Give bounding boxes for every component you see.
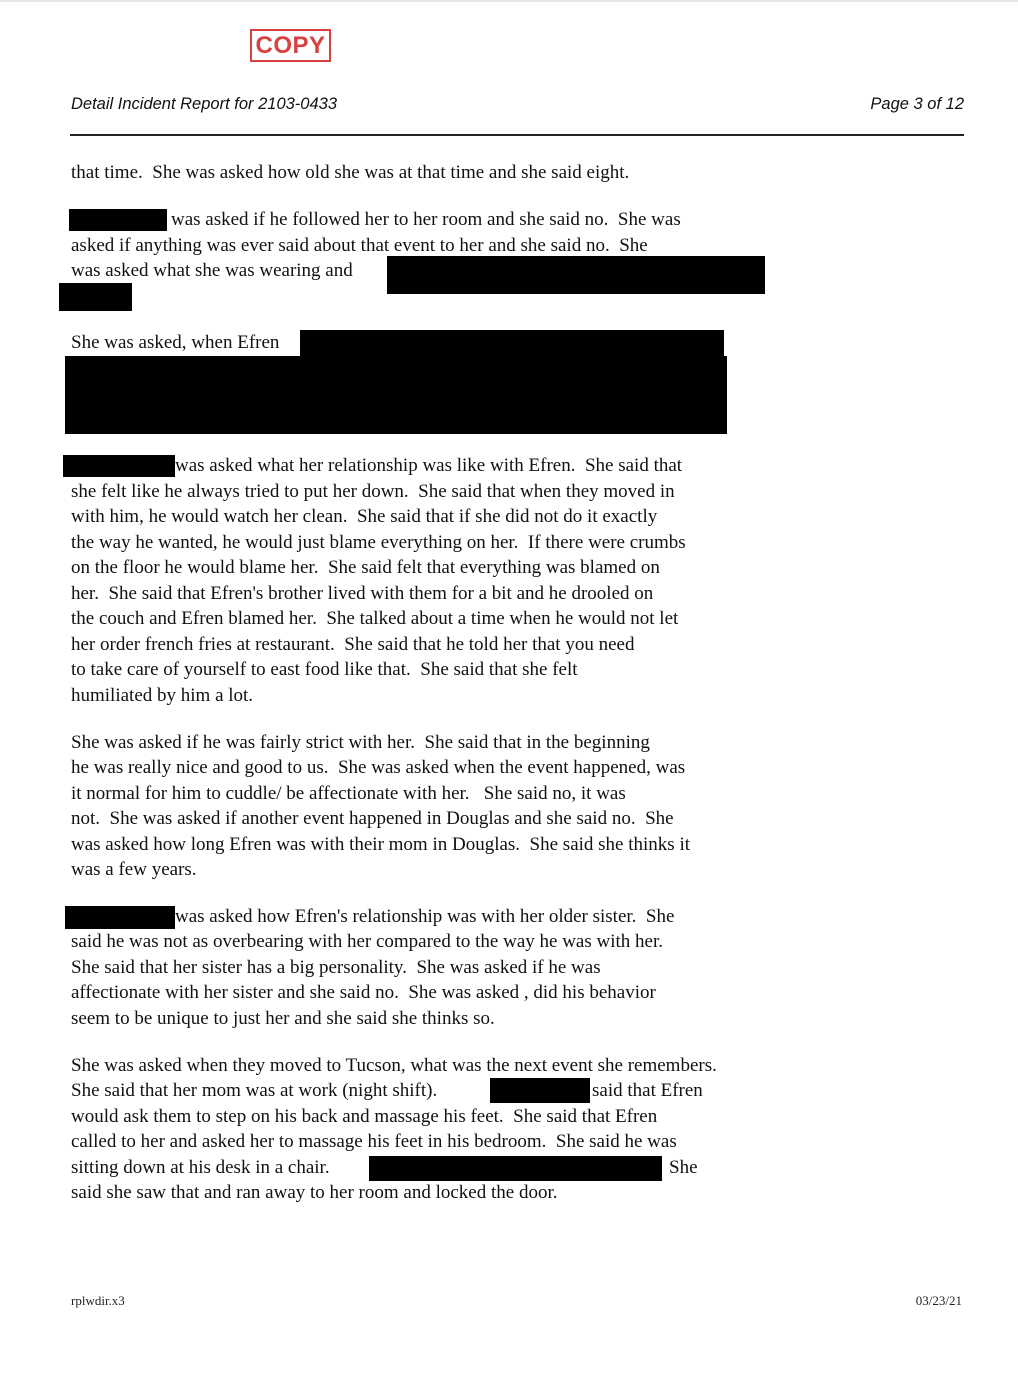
- redaction-block: [65, 906, 175, 929]
- body-line: She was asked, when Efren: [71, 332, 280, 353]
- body-line: said he was not as overbearing with her compared to the way he was with her.: [71, 931, 663, 952]
- body-line: she felt like he always tried to put her down. She said that when they moved in: [71, 481, 675, 502]
- body-line: She said that her mom was at work (night shift).: [71, 1080, 438, 1101]
- body-line: was asked if he followed her to her room and she said no. She was: [171, 209, 681, 230]
- redaction-block: [63, 455, 175, 477]
- body-line: he was really nice and good to us. She was asked when the event happened, was: [71, 757, 686, 778]
- footer-date: 03/23/21: [915, 1293, 962, 1308]
- redaction-block: [300, 330, 724, 356]
- body-line: She was asked if he was fairly strict with her. She said that in the beginning: [71, 732, 650, 753]
- body-line: would ask them to step on his back and massage his feet. She said that Efren: [71, 1106, 658, 1127]
- body-line: humiliated by him a lot.: [71, 685, 254, 706]
- body-line: that time. She was asked how old she was at that time and she said eight.: [71, 162, 630, 183]
- body-line: her. She said that Efren's brother lived with them for a bit and he drooled on: [71, 583, 654, 604]
- body-line: sitting down at his desk in a chair.: [71, 1157, 330, 1178]
- body-line: said she saw that and ran away to her room and locked the door.: [71, 1182, 558, 1203]
- body-line: was a few years.: [71, 859, 197, 880]
- body-line: was asked what her relationship was like with Efren. She said that: [175, 455, 683, 476]
- redaction-block: [387, 256, 765, 294]
- page-number: Page 3 of 12: [870, 95, 964, 113]
- redaction-block: [490, 1078, 590, 1103]
- header-divider: [70, 134, 964, 136]
- body-line: was asked how long Efren was with their mom in Douglas. She said she thinks it: [71, 834, 691, 855]
- footer-code: rplwdir.x3: [71, 1293, 125, 1308]
- body-line: She was asked when they moved to Tucson, what was the next event she remembers.: [71, 1055, 717, 1076]
- body-line: said that Efren: [592, 1080, 703, 1101]
- body-line: called to her and asked her to massage his feet in his bedroom. She said he was: [71, 1131, 677, 1152]
- body-line: She: [669, 1157, 698, 1178]
- body-line: to take care of yourself to east food like that. She said that she felt: [71, 659, 578, 680]
- body-line: on the floor he would blame her. She said felt that everything was blamed on: [71, 557, 660, 578]
- body-line: her order french fries at restaurant. She said that he told her that you need: [71, 634, 635, 655]
- body-line: asked if anything was ever said about that event to her and she said no. She: [71, 235, 648, 256]
- body-line: She said that her sister has a big personality. She was asked if he was: [71, 957, 601, 978]
- body-line: was asked what she was wearing and: [71, 260, 353, 281]
- body-line: it normal for him to cuddle/ be affectionate with her. She said no, it was: [71, 783, 626, 804]
- redaction-block: [369, 1156, 662, 1181]
- redaction-block: [69, 209, 167, 231]
- body-line: not. She was asked if another event happened in Douglas and she said no. She: [71, 808, 674, 829]
- redaction-block: [59, 283, 132, 311]
- body-line: the couch and Efren blamed her. She talked about a time when he would not let: [71, 608, 679, 629]
- copy-stamp: COPY: [250, 29, 331, 62]
- redaction-block: [65, 356, 727, 434]
- body-line: with him, he would watch her clean. She said that if she did not do it exactly: [71, 506, 658, 527]
- report-title: Detail Incident Report for 2103-0433: [71, 95, 337, 113]
- body-line: the way he wanted, he would just blame everything on her. If there were crumbs: [71, 532, 686, 553]
- body-line: seem to be unique to just her and she said she thinks so.: [71, 1008, 495, 1029]
- body-line: affectionate with her sister and she said no. She was asked , did his behavior: [71, 982, 656, 1003]
- body-line: was asked how Efren's relationship was with her older sister. She: [175, 906, 675, 927]
- page-edge: [0, 0, 1018, 2]
